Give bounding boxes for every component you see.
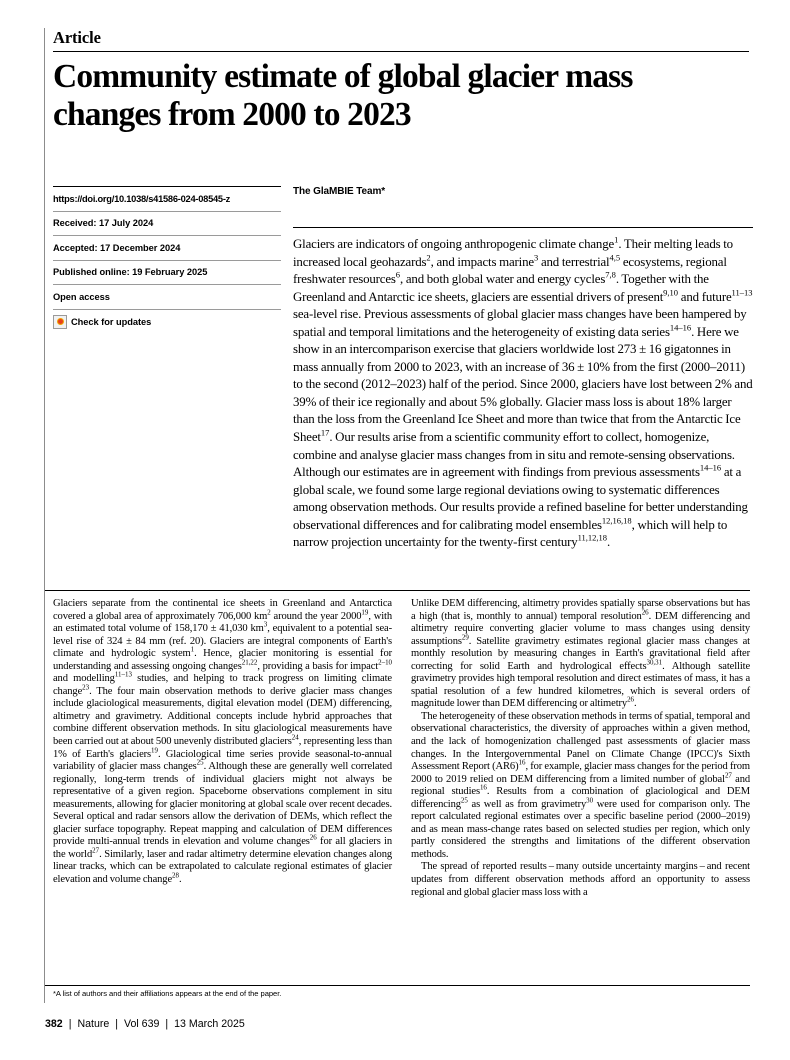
accepted-date: Accepted: 17 December 2024 [53, 236, 281, 261]
body-paragraph: Glaciers separate from the continental ice sheets in Greenland and Antarctica covered a global area of approximately 706,000 $km^2$ around the year 2000$^{19}$, with an estimated total volume of 158,170 ± 41,030 $km^3$, equivalent to a potential sea-level rise of 324 ± 84 mm (ref. 20). Glaciers are integral components of Earth's climate and hydrologic system$^1$. Hence, glacier monitoring is essential for understanding and assessing ongoing changes$^{21,22}$, providing a basis for impact$^{2-10}$ and modelling$^{11-13}$ studies, and helping to track progress on limiting climate change$^{23}$. The four main observation methods to derive glacier mass changes include glaciological measurements, digital elevation model (DEM) differencing, altimetry and gravimetry. Additional concepts include hybrid approaches that combine different observation methods. In situ glaciological measurements have been carried out at about 500 unevenly distributed glaciers$^{24}$, representing less than 1% of Earth's glaciers$^{19}$. Glaciological time series provide seasonal-to-annual variability of glacier mass changes$^{25}$. Although these are generally well correlated regionally, long-term trends of individual glaciers might not always be representative of a given region. Spaceborne observations complement in situ measurements, allowing for glacier monitoring at global scale over recent decades. Several optical and radar sensors allow the derivation of DEMs, which reflect the glacier surface topography. Repeat mapping and calculation of DEM differences provide multi-annual trends in elevation and volume changes$^{26}$ for all glaciers in the world$^{27}$. Similarly, laser and radar altimetry determine elevation changes along linear tracks, which can be extrapolated to calculate regional estimates of glacier elevation and volume change$^{28}$. [53, 598, 393, 886]
title-line-1: Community estimate of global glacier mass [53, 58, 633, 95]
article-metadata [53, 186, 281, 329]
check-for-updates-button[interactable] [53, 310, 281, 329]
author-footnote: *A list of authors and their affiliations appears at the end of the paper. [53, 989, 282, 998]
article-type-kicker: Article [53, 28, 101, 47]
article-header [53, 28, 750, 134]
abstract-divider [293, 227, 753, 228]
journal-volume: Vol 639 [124, 1018, 160, 1030]
title-line-2: changes from 2000 to 2023 [53, 96, 411, 133]
colophon-separator-3: | [165, 1018, 169, 1030]
colophon-separator-1: | [68, 1018, 72, 1030]
abstract-column [293, 186, 753, 552]
abstract-text: Glaciers are indicators of ongoing anthropogenic climate change$^1$. Their melting leads to increased local geohazards$^2$, and impacts marine$^3$ and terrestrial$^{4,5}$ ecosystems, regional freshwater resources$^6$, and both global water and energy cycles$^{7,8}$. Together with the Greenland and Antarctic ice sheets, glaciers are essential drivers of present$^{9,10}$ and future$^{11-13}$ sea-level rise. Previous assessments of global glacier mass changes have been hampered by spatial and temporal limitations and the heterogeneity of existing data series$^{14-16}$. Here we show in an intercomparison exercise that glaciers worldwide lost 273 ± 16 gigatonnes in mass annually from 2000 to 2023, with an increase of 36 ± 10% from the first (2000–2011) to the second (2012–2023) half of the period. Since 2000, glaciers have lost between 2% and 39% of their ice regionally and about 5% globally. Glacier mass loss is about 18% larger than the loss from the Greenland Ice Sheet and more than twice that from the Antarctic Ice Sheet$^{17}$. Our results arise from a scientific community effort to collect, homogenize, combine and analyse glacier mass changes from in situ and remote-sensing observations. Although our estimates are in agreement with findings from previous assessments$^{14-16}$ at a global scale, we found some large regional deviations owing to systematic differences among observation methods. Our results provide a refined baseline for better understanding observational differences and for calibrating model ensembles$^{12,16,18}$, which will help to narrow projection uncertainty for the twenty-first century$^{11,12,18}$. [293, 234, 753, 550]
left-margin-rule [44, 28, 45, 1003]
body-paragraph: The spread of reported results – many outside uncertainty margins – and recent updates from different observation methods afford an opportunity to assess regional and global glacier mass loss with a [411, 861, 750, 898]
body-columns [53, 598, 750, 899]
check-for-updates-label: Check for updates [71, 316, 152, 327]
page-colophon [45, 1018, 245, 1030]
body-column-left [53, 598, 392, 899]
colophon-separator-2: | [115, 1018, 119, 1030]
published-date: Published online: 19 February 2025 [53, 261, 281, 286]
footer-divider [45, 985, 750, 986]
body-top-divider [45, 590, 750, 591]
page-title [53, 58, 753, 134]
body-column-right [411, 598, 750, 899]
body-paragraph: Unlike DEM differencing, altimetry provides spatially sparse observations but has a high (that is, monthly to annual) temporal resolution$^{26}$. DEM differencing and altimetry require converting glacier volume to mass changes using density assumptions$^{29}$. Satellite gravimetry estimates regional glacier mass changes at monthly resolution by measuring changes in Earth's gravitational field after correcting for solid Earth and hydrological effects$^{30,31}$. Although satellite gravimetry provides high temporal resolution and direct estimates of mass, it has a spatial resolution of a few hundred kilometres, which is several orders of magnitude lower than DEM differencing or altimetry$^{26}$. [411, 598, 751, 710]
crossmark-icon [53, 315, 67, 329]
body-paragraph: The heterogeneity of these observation methods in terms of spatial, temporal and observational characteristics, the diversity of approaches within a given method, and the lack of homogenization challenged past assessments of glacier mass changes. In the Intergovernmental Panel on Climate Change (IPCC)'s Sixth Assessment Report $(AR6)^{16}$, for example, glacier mass changes for the period from 2000 to 2019 relied on DEM differencing from a limited number of global$^{27}$ and regional studies$^{16}$. Results from a combination of glaciological and DEM differencing$^{25}$ as well as from gravimetry$^{30}$ were used for comparison only. The report calculated regional estimates over a specific baseline period (2000–2019) and as mean mass-change rates based on selected studies per region, which only partly considered the strengths and limitations of the different observation methods. [411, 710, 750, 860]
publication-date: 13 March 2025 [174, 1018, 245, 1030]
author-line: The GlaMBIE Team* [293, 186, 386, 197]
journal-name: Nature [77, 1018, 110, 1030]
open-access-label: Open access [53, 291, 110, 302]
page-number: 382 [45, 1018, 63, 1030]
doi-link[interactable]: https://doi.org/10.1038/s41586-024-08545-z [53, 187, 281, 212]
received-date: Received: 17 July 2024 [53, 212, 281, 237]
kicker-divider [53, 51, 749, 52]
